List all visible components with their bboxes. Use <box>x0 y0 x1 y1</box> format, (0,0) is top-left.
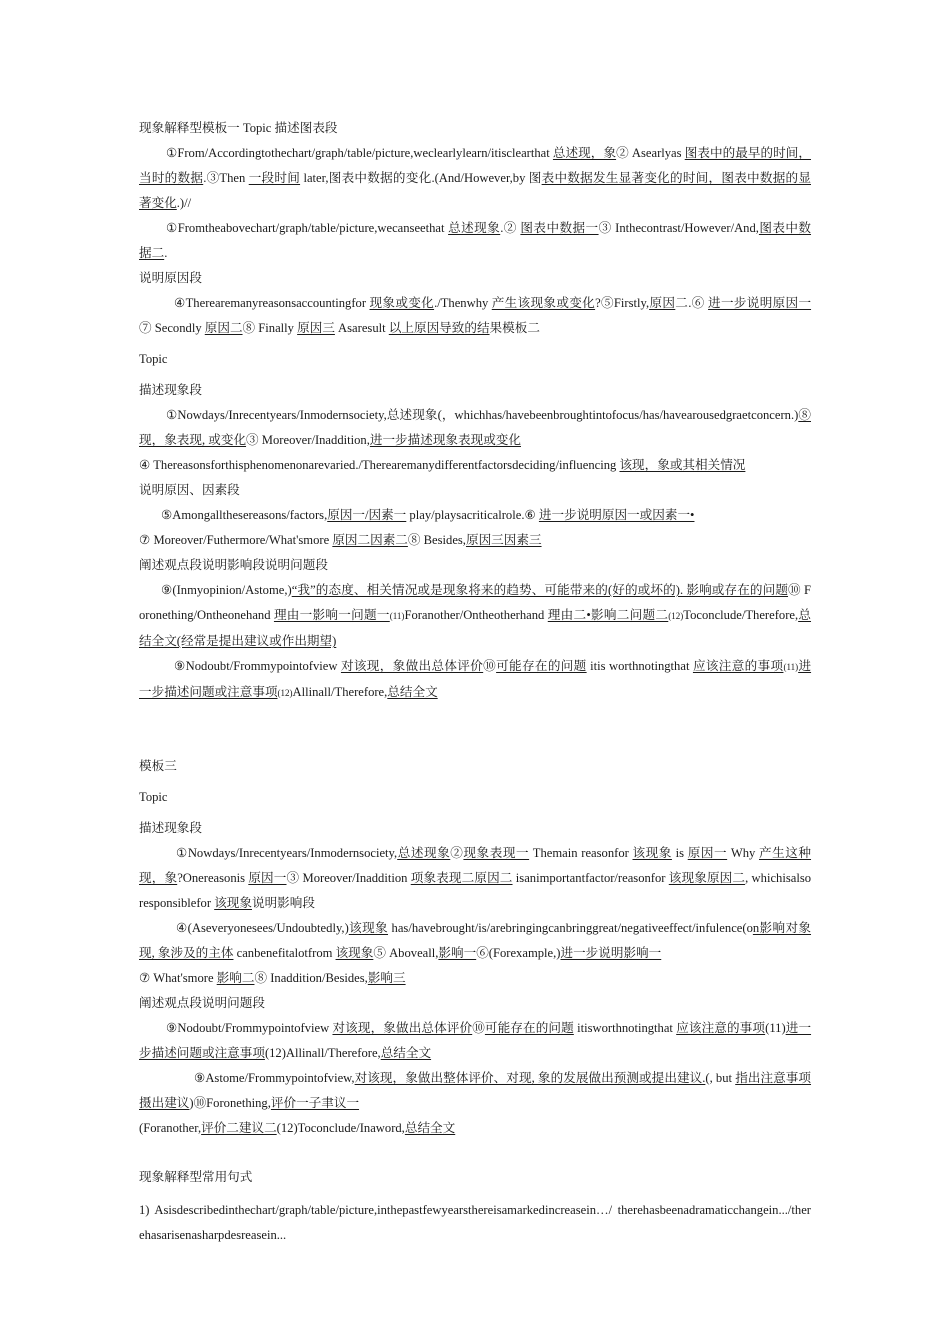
text-run: ② <box>450 846 464 860</box>
text-run: Themain reasonfor <box>529 846 633 860</box>
underlined-placeholder: 总述现象 <box>397 846 451 860</box>
underlined-placeholder: 原因三因素三 <box>465 533 542 547</box>
underlined-placeholder: 应该注意的事项 <box>692 659 784 673</box>
template2-paragraph-6 <box>139 654 811 706</box>
underlined-placeholder: 该现象原因二 <box>668 871 746 885</box>
common-paragraph-1 <box>139 1198 811 1248</box>
underlined-placeholder: 影响三 <box>367 971 406 985</box>
underlined-placeholder: 可能存在的问题 <box>484 1021 574 1035</box>
template3-paragraph-2 <box>139 916 811 966</box>
underlined-placeholder: 原因二因素二 <box>332 533 408 547</box>
text-run: ⑧ Inaddition/Besides, <box>254 971 368 985</box>
document-page <box>139 116 811 1248</box>
template2-paragraph-2 <box>139 453 811 478</box>
text-run: )⑩Foronething, <box>189 1096 271 1110</box>
underlined-placeholder: 产生该现象或变化 <box>491 296 596 310</box>
text-run: ④ Thereasonsforthisphenomenonarevaried./Therearemanydifferentfactorsdeciding/influencing <box>139 458 620 472</box>
underlined-placeholder: 进一步描述现象表现或变化 <box>369 433 521 447</box>
text-run: .)// <box>176 196 192 210</box>
template1-heading: 现象解释型模板一 Topic 描述图表段 <box>139 121 338 135</box>
text-run: , whichisalsoresponsiblefor <box>139 871 812 910</box>
template3-paragraph-4 <box>139 1016 811 1066</box>
underlined-placeholder: 可能存在的问题 <box>496 659 587 673</box>
text-run: later,图表中数据的变化.(And/However,by 图 <box>300 171 542 185</box>
underlined-placeholder: 项象表现二原因二 <box>410 871 513 885</box>
text-run: ①Fromtheabovechart/graph/table/picture,wecanseethat <box>166 221 449 235</box>
text-run: (11) <box>389 611 405 621</box>
text-run: ⑩ Foronething/Ontheonehand <box>139 583 811 622</box>
common-heading: 现象解释型常用句式 <box>139 1170 253 1184</box>
text-run: ⑨Astome/Frommypointofview, <box>194 1071 355 1085</box>
text-run: Why <box>727 846 760 860</box>
underlined-placeholder: “我”的态度、相关情况或是现象将来的趋势、可能带来的(好的或坏的). 影响或存在的问题 <box>291 583 789 597</box>
text-run: (, but <box>705 1071 736 1085</box>
underlined-placeholder: 理由二•影响二问题二 <box>547 608 669 622</box>
underlined-placeholder: 原因一/因素一 <box>327 508 407 522</box>
underlined-placeholder: 进一步描述问题或注意事项 <box>139 1021 812 1060</box>
template2-reason-heading: 说明原因、因素段 <box>139 483 240 497</box>
underlined-placeholder: 图表中数据一 <box>520 221 599 235</box>
underlined-placeholder: 该现象 <box>632 846 672 860</box>
underlined-placeholder: 指出注意事项摄出建议 <box>139 1071 812 1110</box>
text-run: ①Nowdays/Inrecentyears/Inmodernsociety,总述现象(，whichhas/havebeenbroughtintofocus/has/havearousedgraetconcern.) <box>166 408 799 422</box>
underlined-placeholder: 现象或变化 <box>369 296 435 310</box>
underlined-placeholder: 进一步说明原因一 <box>708 296 812 310</box>
underlined-placeholder: 产生这种现，象 <box>139 846 812 885</box>
template2-paragraph-4 <box>139 528 811 553</box>
text-run: Asaresult <box>334 321 389 335</box>
underlined-placeholder: 表中数据发生显著变化的时间，图表中数据的显著变化 <box>139 171 811 210</box>
underlined-placeholder: 评价一子聿议一 <box>270 1096 360 1110</box>
text-run: ⑦ Moreover/Futhermore/What'smore <box>139 533 333 547</box>
underlined-placeholder: 应该注意的事项 <box>676 1021 766 1035</box>
underlined-placeholder: 影响一 <box>438 946 477 960</box>
template1-paragraph-3 <box>139 291 811 341</box>
text-run: itis worthnotingthat <box>586 659 693 673</box>
text-run: (Foranother, <box>139 1121 202 1135</box>
text-run: itisworthnotingthat <box>573 1021 677 1035</box>
underlined-placeholder: 该现，象或其相关情况 <box>619 458 746 472</box>
underlined-placeholder: 该现象 <box>335 946 374 960</box>
template3-paragraph-1 <box>139 841 811 916</box>
underlined-placeholder: n影响对象现, 象涉及的主体 <box>139 921 812 960</box>
text-run: isanimportantfactor/reasonfor <box>512 871 669 885</box>
text-run: is <box>671 846 688 860</box>
underlined-placeholder: 总结全文 <box>404 1121 456 1135</box>
text-run: (12) <box>277 688 293 698</box>
template3-paragraph-6 <box>139 1116 811 1141</box>
text-run: canbenefitalotfrom <box>233 946 336 960</box>
template2-paragraph-1 <box>139 403 811 453</box>
text-run: ③ Moreover/Inaddition <box>286 871 411 885</box>
template2-view-heading: 阐述观点段说明影响段说明问题段 <box>139 558 328 572</box>
underlined-placeholder: 进一步描述问题或注意事项 <box>139 659 812 699</box>
underlined-placeholder: 影响二 <box>216 971 255 985</box>
underlined-placeholder: 原因二 <box>204 321 243 335</box>
template1-paragraph-1 <box>139 141 811 216</box>
text-run: ./Thenwhy <box>434 296 492 310</box>
text-run: ⑩ <box>483 659 497 673</box>
underlined-placeholder: 总结全文(经常是提出建议或作出期望) <box>139 608 812 648</box>
underlined-placeholder: 以上原因导致的结 <box>388 321 490 335</box>
text-run: ④(Aseveryonesees/Undoubtedly,) <box>176 921 349 935</box>
template3-describe-heading: 描述现象段 <box>139 821 202 835</box>
text-run: (11) <box>783 662 799 672</box>
underlined-placeholder: 图表中数据二 <box>139 221 812 260</box>
text-run: ⑧ Finally <box>242 321 298 335</box>
underlined-placeholder: 现象表现一 <box>463 846 530 860</box>
underlined-placeholder: 原因 <box>649 296 676 310</box>
underlined-placeholder: 进一步说明影响一 <box>560 946 662 960</box>
text-run: ⑤ Aboveall, <box>373 946 439 960</box>
text-run: ⑥(Forexample,) <box>476 946 561 960</box>
underlined-placeholder: 评价二建议二 <box>201 1121 277 1135</box>
underlined-placeholder: 进一步说明原因一或因素一• <box>538 508 695 522</box>
underlined-placeholder: 该现象 <box>348 921 389 935</box>
text-run: 果模板二 <box>489 321 540 335</box>
text-run: 二.⑥ <box>675 296 709 310</box>
text-run: Foranother/Ontheotherhand <box>404 608 548 622</box>
underlined-placeholder: 理由一影响一问题一 <box>273 608 390 622</box>
text-run: ② Asearlyas <box>616 146 685 160</box>
text-run: 1) Asisdescribedinthechart/graph/table/picture,inthepastfewyearsthereisamarkedincreasein…/ therehasbeenadramaticchangein.../therehasarisenasharpdesreasein... <box>139 1203 811 1242</box>
text-run: (12)Allinall/Therefore, <box>264 1046 381 1060</box>
template2-paragraph-3 <box>139 503 811 528</box>
template3-view-heading: 阐述观点段说明问题段 <box>139 996 265 1010</box>
template1-reason-heading: 说明原因段 <box>139 271 202 285</box>
text-run: ?Onereasonis <box>177 871 249 885</box>
text-run: ?⑤Firstly, <box>595 296 650 310</box>
text-run: ⑧ Besides, <box>407 533 466 547</box>
text-run: ⑦ Secondly <box>139 321 205 335</box>
underlined-placeholder: 总结全文 <box>380 1046 432 1060</box>
text-run: Toconclude/Therefore, <box>683 608 799 622</box>
text-run: ③ Moreover/Inaddition, <box>246 433 370 447</box>
text-run: ⑦ What'smore <box>139 971 217 985</box>
text-run: (12) <box>668 611 684 621</box>
underlined-placeholder: 总结全文 <box>387 685 438 699</box>
text-run: .③Then <box>203 171 249 185</box>
underlined-placeholder: 总述现，象 <box>552 146 617 160</box>
underlined-placeholder: 原因一 <box>687 846 728 860</box>
underlined-placeholder: ⑧现，象表现, 或变化 <box>139 408 811 447</box>
underlined-placeholder: 原因一 <box>248 871 287 885</box>
underlined-placeholder: 对该现，象做出总体评价 <box>332 1021 473 1035</box>
text-run: .② <box>500 221 521 235</box>
text-run: . <box>164 246 168 260</box>
underlined-placeholder: 对该现，象做出整体评价、对现, 象的发展做出预测或提出建议. <box>354 1071 706 1085</box>
text-run: ④Therearemanyreasonsaccountingfor <box>174 296 370 310</box>
text-run: ⑨Nodoubt/Frommypointofview <box>174 659 341 673</box>
text-run: (11) <box>765 1021 786 1035</box>
template2-topic: Topic <box>139 352 168 366</box>
template3-topic: Topic <box>139 790 168 804</box>
text-run: Allinall/Therefore, <box>292 685 388 699</box>
text-run: ③ Inthecontrast/However/And, <box>598 221 759 235</box>
text-run: ①From/Accordingtothechart/graph/table/picture,weclearlylearn/itisclearthat <box>166 146 553 160</box>
template2-paragraph-5 <box>139 578 811 654</box>
underlined-placeholder: 原因三 <box>297 321 335 335</box>
template3-paragraph-5 <box>139 1066 811 1116</box>
text-run: ⑨(Inmyopinion/Astome,) <box>161 583 292 597</box>
text-run: 说明影响段 <box>251 896 315 910</box>
text-run: ⑤Amongallthesereasons/factors, <box>161 508 328 522</box>
text-run: ①Nowdays/Inrecentyears/Inmodernsociety, <box>176 846 398 860</box>
template2-describe-heading: 描述现象段 <box>139 383 202 397</box>
text-run: (12)Toconclude/Inaword, <box>276 1121 405 1135</box>
template1-paragraph-2 <box>139 216 811 266</box>
text-run: has/havebrought/is/arebringingcanbringgreat/negativeeffect/infulence(o <box>388 921 753 935</box>
template3-heading: 模板三 <box>139 759 177 773</box>
text-run: ⑨Nodoubt/Frommypointofview <box>166 1021 333 1035</box>
text-run: play/playsacriticalrole.⑥ <box>406 508 539 522</box>
template3-paragraph-3 <box>139 966 811 991</box>
underlined-placeholder: 图表中的最早的时间，当时的数据 <box>139 146 811 185</box>
underlined-placeholder: 一段时间 <box>248 171 301 185</box>
text-run: ⑩ <box>472 1021 485 1035</box>
underlined-placeholder: 对该现，象做出总体评价 <box>340 659 484 673</box>
underlined-placeholder: 该现象 <box>214 896 252 910</box>
underlined-placeholder: 总述现象 <box>448 221 501 235</box>
